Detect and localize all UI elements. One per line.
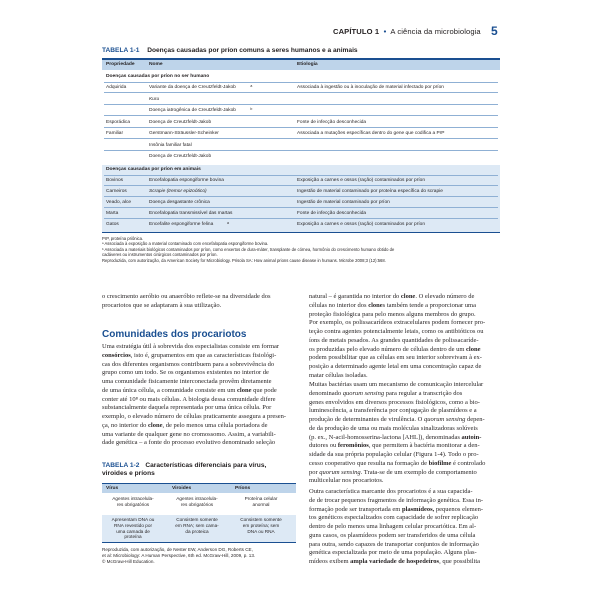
table1-caption: Doenças causadas por príon comuns a seres humanos e a animais [147, 47, 358, 54]
table1-cell-etiology: Exposição a carnes e ossos (ração) contaminados por príon [297, 178, 425, 183]
table1-col-property: Propriedade [106, 61, 135, 67]
right-paragraph-2 [309, 381, 485, 486]
text-line: podem possibilitar que as células em seu interior sobrevivam à ex- [309, 354, 482, 362]
text-line: procariotos que se adaptaram à sua utilização. [102, 301, 222, 309]
text-line: Outra característica marcante dos procariotos é a sua capacida- [309, 488, 473, 495]
table1-cell-etiology: Exposição a carnes e ossos (ração) contaminados por príon [297, 222, 425, 227]
table1-col-name: Nome [149, 61, 163, 67]
text-line: o crescimento aeróbio ou anaeróbio reflete-se na diversidade dos [102, 293, 271, 300]
table1-cell-name: Gerstmann-Sträussler-Scheinker [149, 131, 219, 136]
table1-cell-name: Encefalopatia transmissível das martas [149, 211, 233, 216]
table2-label: TABELA 1-2 [102, 462, 140, 469]
table1-cell-property: Familiar [106, 131, 124, 136]
text-line: tos genéticos especializados com capacidade de sofrer replicação [309, 514, 479, 522]
table1-cell-property: Gatos [106, 222, 119, 227]
table1-source: Reproduzida, com autorização, da American Society for Microbiology. Prisola SA: How animal prions cause disease in humans. Microbe 2008;3 (12):568. [102, 258, 386, 263]
divider [104, 127, 498, 128]
text-line: produção de determinantes de virulência. O quorum sensing depen- [309, 416, 485, 423]
footnote-marker: a [227, 221, 229, 225]
text-line: matar células isoladas. [309, 371, 368, 379]
text-line: sidade da sua própria população celular (Figura 1-4). Todo o pro- [309, 451, 479, 458]
text-line: de da produção de uma ou mais moléculas sinalizadoras solúveis [309, 424, 478, 432]
table1-cell-property: Adquirida [106, 85, 127, 90]
table2-title [102, 462, 266, 478]
table1-cell-name: Encefalopatia espongiforme bovina [149, 178, 224, 183]
text-line: multicelular nos procariotos. [309, 477, 384, 485]
table1-cell-etiology: Associada a mutações específicas dentro do gene que codifica a PrP [297, 131, 445, 136]
table1-cell-name: Encefalite espongiforme felina [149, 222, 214, 227]
table1-header-row [102, 60, 500, 70]
table1-animal-section [102, 165, 500, 232]
table1-label: TABELA 1-1 [102, 47, 140, 54]
divider [104, 150, 498, 151]
text-line: de uma única célula, a comunidade consiste em um clone que pode [102, 386, 277, 394]
table1-cell-property: Marta [106, 211, 119, 216]
text-line: uma comunidade fisicamente interconectada provêm diretamente [102, 378, 272, 385]
table2-cell: Apresentam DNA ou RNA revestido por uma camada de proteína [111, 517, 155, 540]
table1-cell-name: Doença de Creutzfeldt-Jakob [149, 154, 212, 159]
table1-human-heading: Doenças causadas por príon no ser humano [106, 74, 210, 79]
text-line: dade genética – a fonte do processo evolutivo denominado seleção [102, 439, 276, 447]
text-line: ça, no interior do clone, de pelo menos uma célula portadora de [102, 421, 268, 429]
table1-cell-name: Insônia familiar fatal [149, 142, 192, 148]
text-line: denominado quorum sensing para regular a transcrição dos [309, 389, 463, 397]
right-paragraph-1 [309, 293, 485, 381]
text-line: Uma estratégia útil à sobrevida dos especialistas consiste em formar [102, 343, 280, 350]
text-line: genes envolvidos em diversos processos fisiológicos, como a bio- [309, 398, 480, 406]
table2-cell: Agentes intracelula- res obrigatórios [112, 496, 154, 507]
left-intro-text [102, 293, 271, 311]
table2-cell: Consistem somente em proteína; sem DNA ou RNA [240, 517, 282, 534]
table2-row [102, 515, 296, 542]
divider [104, 185, 498, 186]
table1-note: ᵃ Associada à exposição a material contaminado com encefalopatia espongiforme bovina. [102, 241, 269, 246]
divider [104, 104, 498, 105]
running-header [333, 27, 481, 36]
text-line: exemplo, o elevado número de células praticamente assegura a presen- [102, 413, 287, 420]
text-line: formação pode ser transportada em plasmídeos, pequenos elemen- [309, 505, 484, 513]
divider [104, 207, 498, 208]
table1-cell-name: Doença de Creutzfeldt-Jakob [149, 119, 212, 125]
table1-cell-name: Doença desgastante crônica [149, 200, 210, 205]
left-paragraph [102, 343, 286, 448]
table1-cell-name: Scrapie (tremor epizoótico) [149, 189, 207, 194]
table1-cell-name: Kuru [149, 96, 160, 102]
text-line: de de trocar pequenos fragmentos de informação genética. Essa in- [309, 496, 483, 504]
text-line: Por exemplo, os polissacarídeos extracelulares podem fornecer pro- [309, 319, 486, 327]
text-line: guns casos, os plasmídeos podem ser transferidos de uma célula [309, 531, 476, 539]
table1-cell-name: Doença iatrogênica de Creutzfeldt-Jakob [149, 108, 236, 113]
table2-col-viroids: Viroides [172, 485, 192, 491]
table1-animal-heading: Doenças causadas por príon em animais [106, 167, 201, 172]
text-line: conter até 10⁸ ou mais células. A biologia dessa comunidade difere [102, 395, 276, 403]
text-line: genética especializada por meio de uma população. Alguns plas- [309, 549, 477, 557]
divider [104, 82, 498, 83]
divider [104, 196, 498, 197]
divider [104, 218, 498, 219]
table1-cell-etiology: Fonte de infecção desconhecida [297, 211, 367, 216]
table1-title [102, 47, 358, 54]
text-line: íons de metais pesados. As grandes quantidades de polissacaríde- [309, 336, 479, 344]
text-line: cas dos diferentes organismos contribuem para a sobrevivência do [102, 360, 275, 368]
table2-bottom-rule [102, 542, 296, 543]
table2-cell: Proteína celular anormal [244, 496, 278, 507]
page-number: 5 [491, 24, 498, 38]
text-line: Muitas bactérias usam um mecanismo de comunicação intercelular [309, 381, 484, 388]
table1-cell-property: Esporádica [106, 119, 130, 125]
table1-note: PrP, proteína priônica. [102, 236, 144, 241]
text-line: por quorum sensing. Trata-se de um exemplo de comportamento [309, 468, 477, 476]
divider [104, 92, 498, 93]
text-line: os produzidas pelo elevado número de células dentro de um clone [309, 345, 481, 353]
text-line: dentro de pelo menos uma linhagem celular procariótica. Em al- [309, 523, 477, 530]
text-line: substancialmente daquela representada por uma única célula. Por [102, 404, 272, 412]
table1-cell-property: Carneiros [106, 189, 127, 194]
table1-bottom-rule [102, 232, 500, 233]
table1-cell-etiology: Ingestão de material contaminado por proteína específica do scrapie [297, 189, 443, 194]
table1-cell-etiology: Associada à ingestão ou à inoculação de material infectado por príon [297, 85, 444, 90]
text-line: teção contra agentes potencialmente letais, como os antibióticos ou [309, 328, 484, 335]
table1-human-section [102, 73, 500, 165]
table1-cell-property: Bovinos [106, 178, 124, 183]
header-separator: • [381, 27, 389, 36]
table1-cell-property: Veado, alce [106, 200, 132, 205]
table2-caption-line1: Características diferenciais para vírus, [145, 462, 267, 469]
text-line: (p. ex., N-acil-homosserina-lactona [AHL]), denominadas autoin- [309, 433, 482, 441]
divider [104, 175, 498, 176]
table2-source: Reproduzida, com autorização, de Nester EW, Anderson DG, Roberts CE, et al: Microbiology: A Human Perspective, 6th ed. McGraw-Hill, 2009, p. 13. © McGraw-Hill Education. [102, 547, 256, 564]
table1-note: cadáveres ou instrumentos cirúrgicos contaminados por príon. [102, 252, 218, 257]
table1-cell-etiology: Fonte de infecção desconhecida [297, 119, 367, 125]
table2-cell: Agentes intracelula- res obrigatórios [176, 496, 218, 507]
text-line: grupo como um todo. Se os organismos existentes no interior de [102, 369, 269, 377]
text-line: para outra, sendo capazes de transportar conjuntos de informação [309, 540, 479, 548]
chapter-label: CAPÍTULO 1 [333, 27, 380, 36]
divider [104, 115, 498, 116]
table1-cell-etiology: Ingestão de material contaminado por príon [297, 200, 390, 205]
text-line: luminescência, a transferência por conjugação de plasmídeos e a [309, 407, 477, 415]
footnote-marker: b [250, 107, 253, 111]
footnote-marker: a [250, 84, 253, 88]
text-line: uma variante de qualquer gene no cromossomo. Assim, a variabili- [102, 430, 276, 438]
text-line: posição a determinado agente letal em uma concentração capaz de [309, 363, 482, 370]
table2-cell: Consistem somente em RNA; sem cama- da proteica [175, 517, 219, 534]
chapter-title: A ciência da microbiologia [390, 27, 481, 36]
text-line: dutores ou feromônios, que permitem à bactéria monitorar a den- [309, 442, 480, 450]
text-line: cesso cooperativo que resulta na formação de biofilme é controlado [309, 459, 486, 467]
text-line: células no interior dos clones também tende a proporcionar uma [309, 301, 476, 309]
divider [104, 138, 498, 139]
table1-cell-name: Variante da doença de Creutzfeldt-Jakob [149, 85, 236, 90]
text-line: proteção fisiológica para pelo menos alguns membros do grupo. [309, 310, 476, 318]
text-line: natural – é garantida no interior do clone. O elevado número de [309, 293, 475, 300]
table1-note: ᵇ Associada a materiais biológicos contaminados por príon, como enxertos de dura-máter, transplante de córnea, hormônio do crescimento humano obtido de [102, 247, 395, 252]
table1-col-etiology: Etiologia [297, 61, 318, 67]
table2-col-virus: Vírus [106, 485, 119, 491]
table2-header-row [102, 484, 296, 493]
table2-col-prions: Príons [235, 485, 251, 491]
text-line: mídeos exibem ampla variedade de hospedeiros, que possibilita [309, 558, 481, 565]
table2-caption-line2: viroides e príons [102, 470, 155, 477]
table2-row [102, 493, 296, 515]
text-line: consórcios, isto é, grupamentos em que as características fisiológi- [102, 351, 277, 359]
right-paragraph-3 [309, 488, 483, 567]
section-heading: Comunidades dos procariotos [102, 329, 247, 340]
